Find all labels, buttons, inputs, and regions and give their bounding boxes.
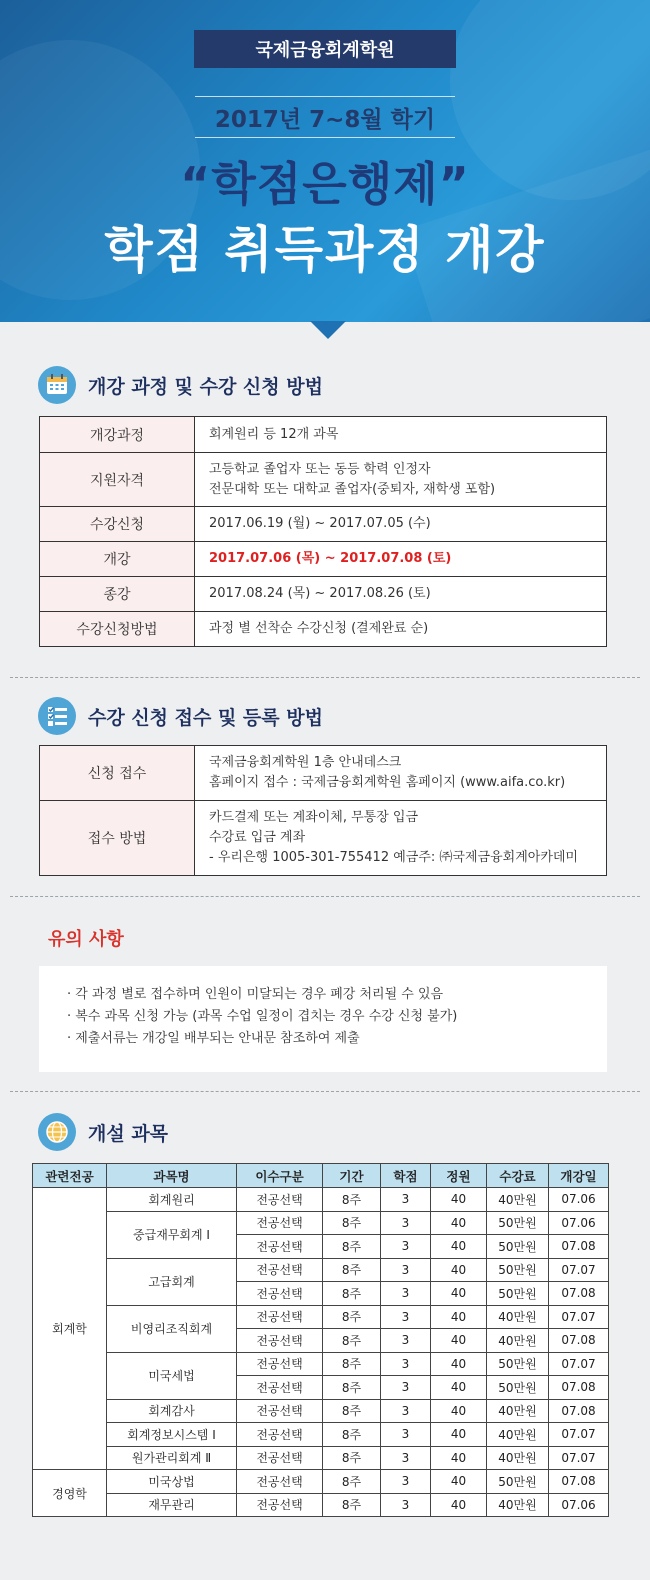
- duration-cell: 8주: [323, 1493, 381, 1517]
- course-name-cell: 회계정보시스템 Ⅰ: [107, 1423, 237, 1447]
- category-cell: 전공선택: [237, 1446, 323, 1470]
- notice-item: · 각 과정 별로 접수하며 인원이 미달되는 경우 폐강 처리될 수 있음: [67, 987, 444, 1002]
- start-date-cell: 07.06: [549, 1493, 609, 1517]
- capacity-cell: 40: [431, 1211, 487, 1235]
- fee-cell: 50만원: [487, 1211, 549, 1235]
- start-date-cell: 07.07: [549, 1423, 609, 1447]
- row-label: 개강과정: [40, 417, 195, 453]
- table-row: [33, 1258, 609, 1282]
- notice-box: [39, 966, 607, 1072]
- row-value: 국제금융회계학원 1층 안내데스크 홈페이지 접수 : 국제금융회계학원 홈페이지 (www.aifa.co.kr): [195, 746, 607, 801]
- notice-item: · 복수 과목 신청 가능 (과목 수업 일정이 겹치는 경우 수강 신청 불가): [67, 1009, 458, 1024]
- fee-cell: 50만원: [487, 1235, 549, 1259]
- hero-subtitle: 학점 취득과정 개강: [104, 221, 546, 279]
- start-date-cell: 07.08: [549, 1329, 609, 1353]
- course-list-table: [32, 1163, 609, 1517]
- section-title: 개설 과목: [88, 1122, 169, 1145]
- banner-pointer: [310, 321, 346, 339]
- course-info-table: [39, 416, 607, 647]
- fee-cell: 40만원: [487, 1188, 549, 1212]
- credit-cell: 3: [381, 1211, 431, 1235]
- duration-cell: 8주: [323, 1211, 381, 1235]
- row-value: 2017.06.19 (월) ~ 2017.07.05 (수): [195, 507, 607, 542]
- capacity-cell: 40: [431, 1423, 487, 1447]
- start-date-cell: 07.08: [549, 1470, 609, 1494]
- row-label: 신청 접수: [40, 746, 195, 801]
- row-label: 접수 방법: [40, 801, 195, 876]
- course-name-cell: 고급회계: [107, 1258, 237, 1305]
- category-cell: 전공선택: [237, 1211, 323, 1235]
- category-cell: 전공선택: [237, 1258, 323, 1282]
- start-date-cell: 07.08: [549, 1282, 609, 1306]
- capacity-cell: 40: [431, 1352, 487, 1376]
- hero-title: “학점은행제”: [180, 157, 470, 211]
- duration-cell: 8주: [323, 1329, 381, 1353]
- table-row: [40, 746, 607, 801]
- notice-item: · 제출서류는 개강일 배부되는 안내문 참조하여 제출: [67, 1031, 360, 1046]
- column-header: 관련전공: [33, 1164, 107, 1188]
- globe-icon: [38, 1113, 76, 1151]
- fee-cell: 50만원: [487, 1352, 549, 1376]
- fee-cell: 40만원: [487, 1423, 549, 1447]
- credit-cell: 3: [381, 1305, 431, 1329]
- credit-cell: 3: [381, 1282, 431, 1306]
- credit-cell: 3: [381, 1352, 431, 1376]
- major-cell: 경영학: [33, 1470, 107, 1517]
- row-value: 카드결제 또는 계좌이체, 무통장 입금 수강료 입금 계좌 - 우리은행 1005-301-755412 예금주: ㈜국제금융회계아카데미: [195, 801, 607, 876]
- column-header: 과목명: [107, 1164, 237, 1188]
- credit-cell: 3: [381, 1423, 431, 1447]
- category-cell: 전공선택: [237, 1470, 323, 1494]
- table-row: [33, 1305, 609, 1329]
- column-header: 학점: [381, 1164, 431, 1188]
- start-date-cell: 07.08: [549, 1235, 609, 1259]
- fee-cell: 40만원: [487, 1329, 549, 1353]
- duration-cell: 8주: [323, 1188, 381, 1212]
- column-header: 이수구분: [237, 1164, 323, 1188]
- capacity-cell: 40: [431, 1399, 487, 1423]
- checklist-icon: [38, 697, 76, 735]
- section-heading: [38, 1113, 168, 1151]
- course-name-cell: 회계감사: [107, 1399, 237, 1423]
- category-cell: 전공선택: [237, 1423, 323, 1447]
- category-cell: 전공선택: [237, 1188, 323, 1212]
- section-divider: [10, 1091, 640, 1092]
- column-header: 개강일: [549, 1164, 609, 1188]
- section-heading: [38, 697, 323, 735]
- table-row: [40, 801, 607, 876]
- calendar-icon: [38, 366, 76, 404]
- section-heading: [38, 366, 323, 404]
- duration-cell: 8주: [323, 1446, 381, 1470]
- table-row: [40, 612, 607, 647]
- table-row: [33, 1423, 609, 1447]
- category-cell: 전공선택: [237, 1376, 323, 1400]
- table-row: [33, 1211, 609, 1235]
- capacity-cell: 40: [431, 1282, 487, 1306]
- course-name-cell: 미국상법: [107, 1470, 237, 1494]
- column-header: 정원: [431, 1164, 487, 1188]
- table-header-row: [33, 1164, 609, 1188]
- credit-cell: 3: [381, 1493, 431, 1517]
- fee-cell: 40만원: [487, 1399, 549, 1423]
- table-row: [33, 1446, 609, 1470]
- course-name-cell: 원가관리회계 Ⅱ: [107, 1446, 237, 1470]
- duration-cell: 8주: [323, 1258, 381, 1282]
- course-name-cell: 중급재무회계 Ⅰ: [107, 1211, 237, 1258]
- row-value: 과정 별 선착순 수강신청 (결제완료 순): [195, 612, 607, 647]
- fee-cell: 50만원: [487, 1376, 549, 1400]
- start-date-cell: 07.07: [549, 1305, 609, 1329]
- row-value: 2017.08.24 (목) ~ 2017.08.26 (토): [195, 577, 607, 612]
- capacity-cell: 40: [431, 1470, 487, 1494]
- row-label: 수강신청: [40, 507, 195, 542]
- row-value: 고등학교 졸업자 또는 동등 학력 인정자 전문대학 또는 대학교 졸업자(중퇴자, 재학생 포함): [195, 453, 607, 507]
- duration-cell: 8주: [323, 1376, 381, 1400]
- credit-cell: 3: [381, 1446, 431, 1470]
- category-cell: 전공선택: [237, 1282, 323, 1306]
- duration-cell: 8주: [323, 1235, 381, 1259]
- category-cell: 전공선택: [237, 1329, 323, 1353]
- duration-cell: 8주: [323, 1352, 381, 1376]
- capacity-cell: 40: [431, 1235, 487, 1259]
- duration-cell: 8주: [323, 1423, 381, 1447]
- capacity-cell: 40: [431, 1305, 487, 1329]
- section-divider: [10, 896, 640, 897]
- credit-cell: 3: [381, 1258, 431, 1282]
- row-label: 개강: [40, 542, 195, 577]
- credit-cell: 3: [381, 1188, 431, 1212]
- opening-date-value: 2017.07.06 (목) ~ 2017.07.08 (토): [195, 542, 607, 577]
- fee-cell: 40만원: [487, 1305, 549, 1329]
- table-row: [40, 507, 607, 542]
- row-value: 회계원리 등 12개 과목: [195, 417, 607, 453]
- category-cell: 전공선택: [237, 1235, 323, 1259]
- capacity-cell: 40: [431, 1329, 487, 1353]
- start-date-cell: 07.08: [549, 1399, 609, 1423]
- table-row: [40, 453, 607, 507]
- course-name-cell: 미국세법: [107, 1352, 237, 1399]
- column-header: 수강료: [487, 1164, 549, 1188]
- credit-cell: 3: [381, 1329, 431, 1353]
- table-row: [40, 542, 607, 577]
- table-row: [33, 1493, 609, 1517]
- start-date-cell: 07.08: [549, 1376, 609, 1400]
- registration-table: [39, 745, 607, 876]
- table-row: [40, 577, 607, 612]
- table-row: [33, 1470, 609, 1494]
- section-divider: [10, 677, 640, 678]
- credit-cell: 3: [381, 1235, 431, 1259]
- start-date-cell: 07.07: [549, 1258, 609, 1282]
- table-row: [33, 1352, 609, 1376]
- capacity-cell: 40: [431, 1493, 487, 1517]
- fee-cell: 50만원: [487, 1470, 549, 1494]
- course-name-cell: 비영리조직회계: [107, 1305, 237, 1352]
- duration-cell: 8주: [323, 1282, 381, 1306]
- section-title: 개강 과정 및 수강 신청 방법: [88, 375, 323, 398]
- capacity-cell: 40: [431, 1188, 487, 1212]
- major-cell: 회계학: [33, 1188, 107, 1470]
- course-name-cell: 회계원리: [107, 1188, 237, 1212]
- credit-cell: 3: [381, 1399, 431, 1423]
- row-label: 수강신청방법: [40, 612, 195, 647]
- institute-name: 국제금융회계학원: [194, 30, 456, 68]
- credit-cell: 3: [381, 1470, 431, 1494]
- table-row: [40, 417, 607, 453]
- category-cell: 전공선택: [237, 1352, 323, 1376]
- start-date-cell: 07.06: [549, 1211, 609, 1235]
- start-date-cell: 07.07: [549, 1352, 609, 1376]
- fee-cell: 50만원: [487, 1258, 549, 1282]
- category-cell: 전공선택: [237, 1399, 323, 1423]
- duration-cell: 8주: [323, 1470, 381, 1494]
- column-header: 기간: [323, 1164, 381, 1188]
- duration-cell: 8주: [323, 1305, 381, 1329]
- capacity-cell: 40: [431, 1376, 487, 1400]
- start-date-cell: 07.06: [549, 1188, 609, 1212]
- row-label: 지원자격: [40, 453, 195, 507]
- category-cell: 전공선택: [237, 1305, 323, 1329]
- category-cell: 전공선택: [237, 1493, 323, 1517]
- section-title: 수강 신청 접수 및 등록 방법: [88, 706, 323, 729]
- course-name-cell: 재무관리: [107, 1493, 237, 1517]
- capacity-cell: 40: [431, 1446, 487, 1470]
- credit-cell: 3: [381, 1376, 431, 1400]
- fee-cell: 40만원: [487, 1446, 549, 1470]
- duration-cell: 8주: [323, 1399, 381, 1423]
- notice-title: 유의 사항: [48, 929, 124, 950]
- course-table-body: [33, 1188, 609, 1517]
- fee-cell: 40만원: [487, 1493, 549, 1517]
- table-row: [33, 1188, 609, 1212]
- table-row: [33, 1399, 609, 1423]
- start-date-cell: 07.07: [549, 1446, 609, 1470]
- capacity-cell: 40: [431, 1258, 487, 1282]
- term-label: 2017년 7~8월 학기: [195, 96, 455, 138]
- row-label: 종강: [40, 577, 195, 612]
- fee-cell: 50만원: [487, 1282, 549, 1306]
- hero-banner: [0, 0, 650, 322]
